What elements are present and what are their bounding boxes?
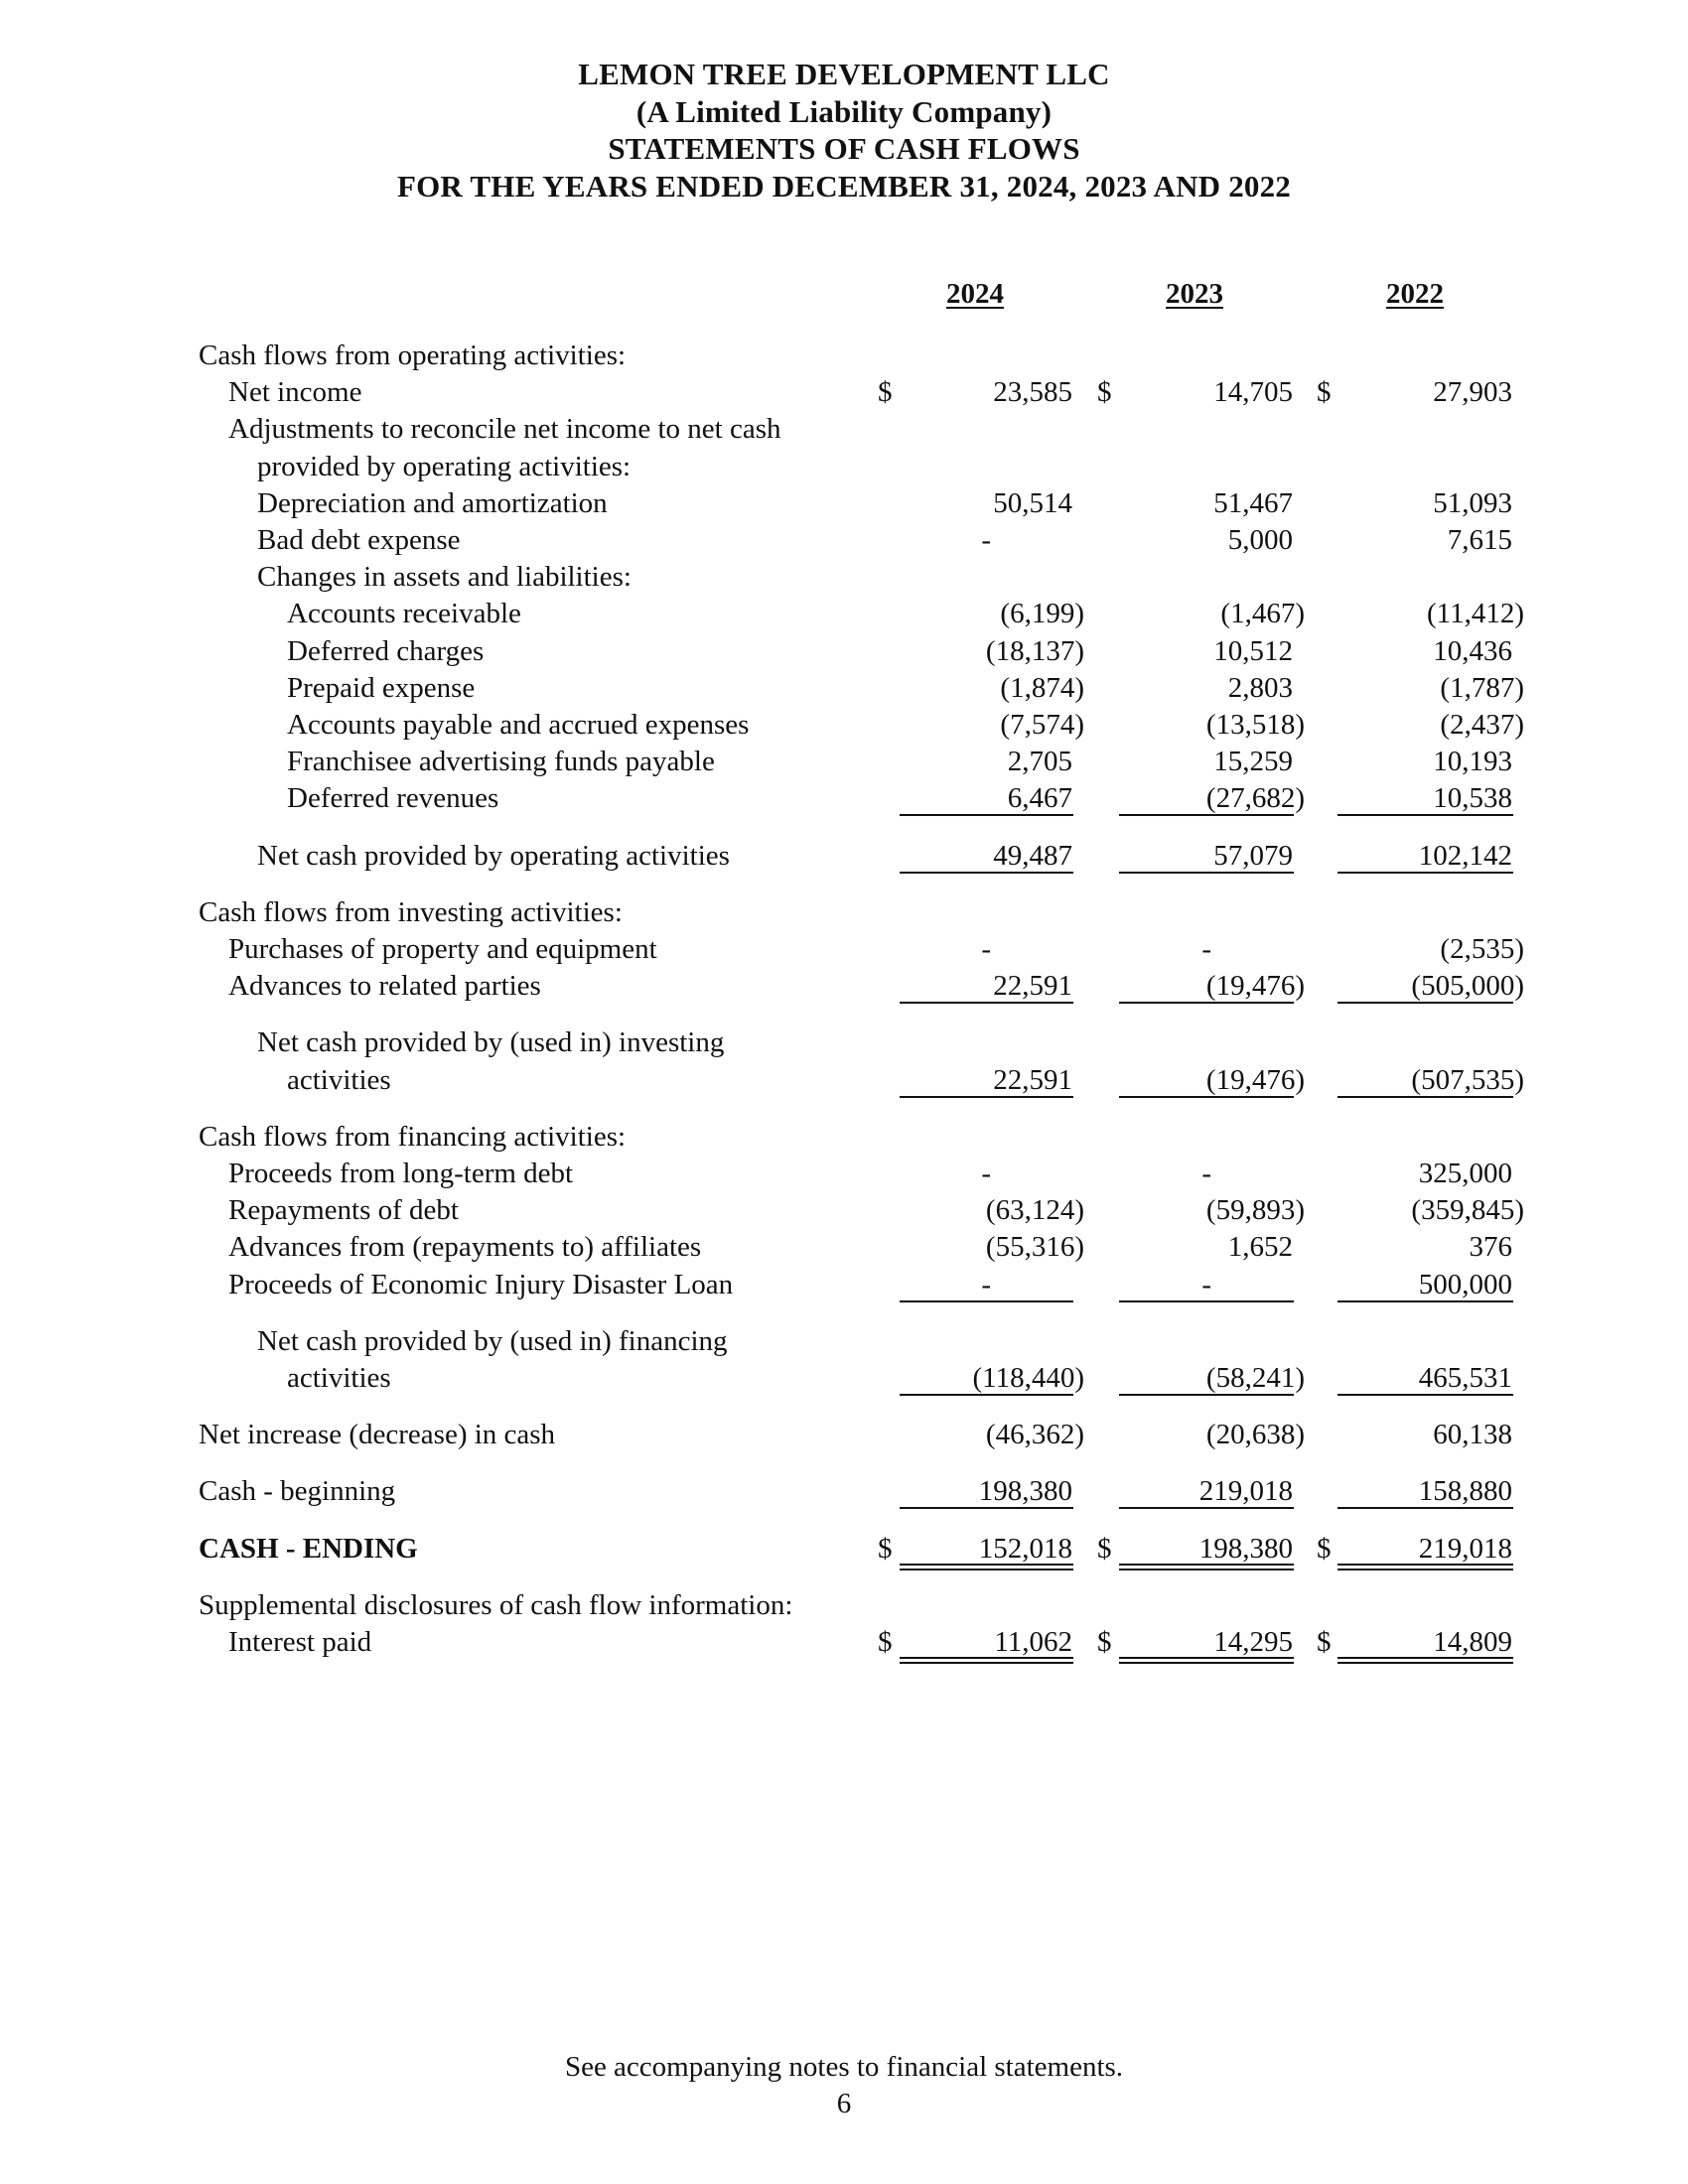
row-label: Deferred charges — [287, 634, 485, 667]
page-number: 6 — [836, 2088, 852, 2119]
cell-2023: - — [1201, 1268, 1211, 1300]
row-label: Purchases of property and equipment — [228, 933, 657, 965]
subtotal-underline — [1337, 1096, 1513, 1098]
column-header-2022: 2022 — [1386, 278, 1444, 310]
cell-2022: 376 — [1469, 1231, 1512, 1264]
subtotal-underline — [900, 1507, 1073, 1509]
row-label: Net increase (decrease) in cash — [199, 1419, 556, 1451]
cell-2022: 158,880 — [1418, 1475, 1512, 1508]
row-label: Bad debt expense — [257, 524, 461, 556]
table-row — [0, 1062, 1688, 1099]
cell-2024: 198,380 — [978, 1475, 1072, 1508]
cell-2022: 51,093 — [1433, 486, 1512, 519]
cell-2024: - — [981, 933, 991, 965]
currency-symbol: $ — [1317, 1626, 1332, 1658]
subtotal-underline — [1119, 872, 1294, 874]
currency-symbol: $ — [878, 376, 893, 409]
cell-2022: 465,531 — [1418, 1362, 1512, 1394]
row-label: Accounts payable and accrued expenses — [287, 709, 750, 741]
cell-2023: (58,241) — [1205, 1362, 1305, 1394]
row-label: Cash flows from financing activities: — [199, 1120, 627, 1153]
cell-2023: 15,259 — [1213, 746, 1293, 778]
cell-2023: (19,476) — [1205, 970, 1305, 1003]
currency-symbol: $ — [878, 1532, 893, 1565]
row-label: Repayments of debt — [228, 1194, 459, 1227]
subtotal-underline — [1337, 1394, 1513, 1396]
cell-2022: (11,412) — [1427, 598, 1524, 630]
cell-2022: 14,809 — [1433, 1626, 1512, 1658]
cell-2022: 325,000 — [1418, 1158, 1512, 1189]
subtotal-underline — [1119, 1507, 1294, 1509]
row-label: provided by operating activities: — [257, 450, 632, 482]
cell-2022: (359,845) — [1411, 1194, 1524, 1227]
table-row — [0, 1417, 1688, 1453]
row-label: Net cash provided by operating activities — [257, 839, 730, 872]
row-label: Proceeds of Economic Injury Disaster Loan — [228, 1268, 734, 1300]
cell-2022: 10,436 — [1433, 634, 1512, 667]
table-row — [0, 1156, 1688, 1192]
currency-symbol: $ — [878, 1626, 893, 1658]
total-double-underline — [1119, 1657, 1294, 1664]
cell-2022: 500,000 — [1418, 1268, 1512, 1300]
row-label: Prepaid expense — [287, 671, 476, 704]
total-double-underline — [1337, 1564, 1513, 1570]
cell-2024: (46,362) — [985, 1419, 1084, 1451]
cell-2024: 22,591 — [993, 970, 1072, 1003]
subtotal-underline — [1119, 1394, 1294, 1396]
subtotal-underline — [900, 1394, 1073, 1396]
currency-symbol: $ — [1097, 1532, 1112, 1565]
footer-note: See accompanying notes to financial statements. — [564, 2051, 1124, 2083]
table-row — [0, 894, 1688, 931]
table-row — [0, 838, 1688, 875]
table-row — [0, 1119, 1688, 1156]
cell-2024: (7,574) — [1000, 709, 1084, 741]
cell-2022: 10,193 — [1433, 746, 1512, 778]
table-row — [0, 411, 1688, 448]
cell-2024: 50,514 — [993, 486, 1072, 519]
cell-2024: 2,705 — [1007, 746, 1072, 778]
statement-title: STATEMENTS OF CASH FLOWS — [608, 131, 1080, 166]
cell-2024: (63,124) — [985, 1194, 1084, 1227]
table-row — [0, 374, 1688, 411]
table-row — [0, 1229, 1688, 1266]
cell-2024: 23,585 — [993, 376, 1072, 409]
subtotal-underline — [1337, 1002, 1513, 1004]
column-header-2024: 2024 — [946, 278, 1004, 310]
table-row — [0, 338, 1688, 374]
cell-2022: (2,535) — [1440, 933, 1524, 965]
cell-2022: 10,538 — [1433, 782, 1512, 815]
table-row — [0, 559, 1688, 596]
cell-2023: (1,467) — [1220, 598, 1305, 630]
row-label: Advances from (repayments to) affiliates — [228, 1231, 702, 1264]
subtotal-underline — [900, 814, 1073, 816]
cell-2022: 27,903 — [1433, 376, 1512, 409]
subtotal-underline — [1337, 1300, 1513, 1302]
table-row — [0, 968, 1688, 1005]
table-row — [0, 931, 1688, 968]
subtotal-underline — [900, 872, 1073, 874]
cell-2023: 198,380 — [1198, 1532, 1293, 1565]
row-label: Cash flows from investing activities: — [199, 895, 623, 928]
row-label: activities — [287, 1063, 391, 1096]
table-row — [0, 780, 1688, 817]
cell-2023: 14,705 — [1213, 376, 1293, 409]
cell-2023: (59,893) — [1205, 1194, 1305, 1227]
currency-symbol: $ — [1097, 376, 1112, 409]
cell-2024: (1,874) — [1000, 671, 1084, 704]
table-row — [0, 633, 1688, 670]
cell-2022: 219,018 — [1418, 1532, 1512, 1565]
cell-2022: (1,787) — [1440, 671, 1524, 704]
table-row — [0, 485, 1688, 522]
row-label: activities — [287, 1362, 391, 1394]
row-label: Cash flows from operating activities: — [199, 340, 627, 371]
total-double-underline — [900, 1657, 1073, 1664]
row-label: Franchisee advertising funds payable — [287, 746, 715, 778]
currency-symbol: $ — [1097, 1626, 1112, 1658]
cell-2023: 10,512 — [1213, 634, 1293, 667]
table-row — [0, 1192, 1688, 1229]
row-label: CASH - ENDING — [199, 1532, 418, 1565]
subtotal-underline — [1119, 1002, 1294, 1004]
subtotal-underline — [1337, 1507, 1513, 1509]
row-label: Net income — [228, 376, 362, 409]
cell-2023: - — [1201, 1158, 1211, 1189]
statement-period: FOR THE YEARS ENDED DECEMBER 31, 2024, 2023 AND 2022 — [396, 168, 1291, 204]
table-row — [0, 1473, 1688, 1510]
table-row — [0, 744, 1688, 780]
cell-2022: 102,142 — [1418, 839, 1512, 872]
cell-2023: 5,000 — [1227, 524, 1293, 556]
cell-2023: 57,079 — [1213, 839, 1293, 872]
total-double-underline — [900, 1564, 1073, 1570]
table-row — [0, 1624, 1688, 1661]
cell-2024: - — [981, 1158, 991, 1189]
table-row — [0, 707, 1688, 744]
table-row — [0, 1531, 1688, 1568]
total-double-underline — [1119, 1564, 1294, 1570]
table-row — [0, 449, 1688, 485]
row-label: Net cash provided by (used in) financing — [257, 1324, 728, 1357]
subtotal-underline — [1119, 814, 1294, 816]
company-name: LEMON TREE DEVELOPMENT LLC — [578, 57, 1110, 91]
cell-2022: (507,535) — [1411, 1063, 1524, 1096]
cell-2023: - — [1201, 933, 1211, 965]
statement-header — [0, 56, 1688, 205]
cell-2023: 14,295 — [1213, 1626, 1293, 1658]
cell-2024: 11,062 — [994, 1626, 1072, 1658]
row-label: Deferred revenues — [287, 782, 499, 815]
row-label: Cash - beginning — [199, 1475, 396, 1508]
subtotal-underline — [900, 1002, 1073, 1004]
table-row — [0, 522, 1688, 559]
row-label: Interest paid — [228, 1626, 372, 1658]
row-label: Proceeds from long-term debt — [228, 1158, 574, 1189]
table-row — [0, 1024, 1688, 1061]
cell-2023: (13,518) — [1205, 709, 1305, 741]
cell-2024: (6,199) — [1000, 598, 1084, 630]
row-label: Depreciation and amortization — [257, 486, 608, 519]
cell-2023: 51,467 — [1213, 486, 1293, 519]
cell-2022: 60,138 — [1433, 1419, 1512, 1451]
row-label: Supplemental disclosures of cash flow information: — [199, 1588, 793, 1621]
row-label: Net cash provided by (used in) investing — [257, 1026, 725, 1059]
table-row — [0, 1323, 1688, 1360]
cell-2022: (505,000) — [1411, 970, 1524, 1003]
entity-type: (A Limited Liability Company) — [635, 93, 1053, 129]
subtotal-underline — [1337, 814, 1513, 816]
cell-2024: (18,137) — [985, 634, 1084, 667]
table-row — [0, 670, 1688, 707]
row-label: Changes in assets and liabilities: — [257, 561, 632, 594]
cell-2024: 6,467 — [1007, 782, 1072, 815]
subtotal-underline — [900, 1096, 1073, 1098]
subtotal-underline — [900, 1300, 1073, 1302]
cell-2024: 22,591 — [993, 1063, 1072, 1096]
cell-2024: - — [981, 1268, 991, 1300]
row-label: Accounts receivable — [287, 598, 521, 630]
cell-2023: 219,018 — [1198, 1475, 1293, 1508]
subtotal-underline — [1119, 1300, 1294, 1302]
table-row — [0, 596, 1688, 632]
cell-2024: - — [981, 524, 991, 556]
currency-symbol: $ — [1317, 376, 1332, 409]
cell-2023: 2,803 — [1227, 671, 1293, 704]
cell-2022: 7,615 — [1447, 524, 1512, 556]
cell-2023: (27,682) — [1205, 782, 1305, 815]
cell-2023: (20,638) — [1205, 1419, 1305, 1451]
cell-2024: 152,018 — [978, 1532, 1072, 1565]
cell-2023: 1,652 — [1227, 1231, 1293, 1264]
cell-2022: (2,437) — [1440, 709, 1524, 741]
total-double-underline — [1337, 1657, 1513, 1664]
subtotal-underline — [1337, 872, 1513, 874]
row-label: Adjustments to reconcile net income to net cash — [228, 413, 781, 446]
column-header-2023: 2023 — [1166, 278, 1223, 310]
cell-2024: 49,487 — [993, 839, 1072, 872]
cell-2024: (55,316) — [985, 1231, 1084, 1264]
table-row — [0, 1587, 1688, 1624]
row-label: Advances to related parties — [228, 970, 541, 1003]
table-row — [0, 1360, 1688, 1397]
subtotal-underline — [1119, 1096, 1294, 1098]
currency-symbol: $ — [1317, 1532, 1332, 1565]
table-row — [0, 1267, 1688, 1303]
cell-2023: (19,476) — [1205, 1063, 1305, 1096]
cell-2024: (118,440) — [972, 1362, 1084, 1394]
